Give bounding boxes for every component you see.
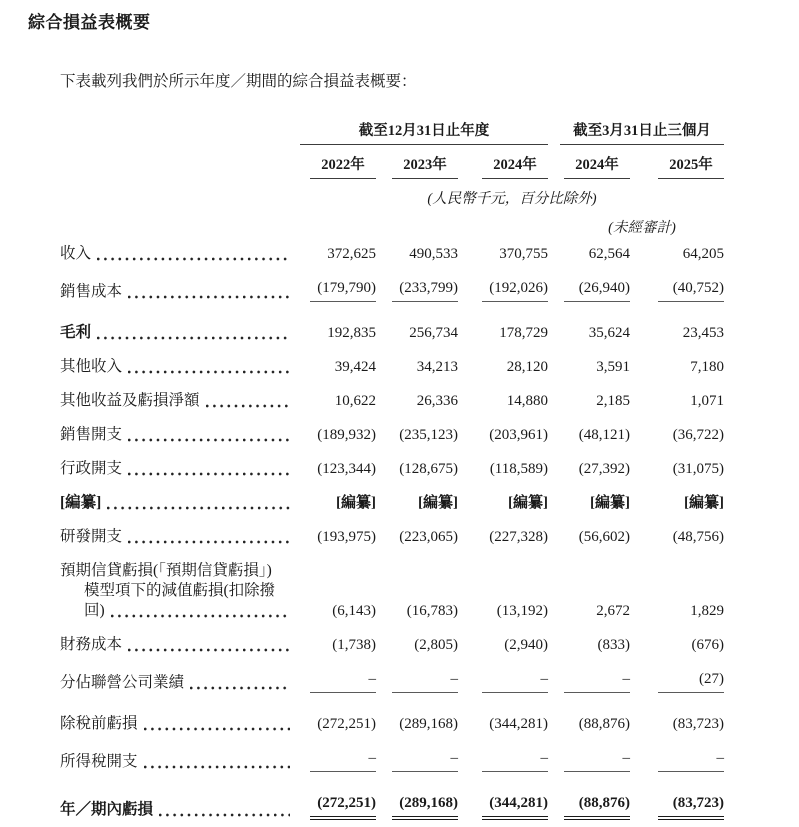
group-header-row [60,115,724,145]
row-label: 模型項下的減值虧損(扣除撥 [84,582,276,599]
value-cell [630,486,724,520]
value: 26,336 [416,393,458,409]
row-label-line [60,635,300,655]
currency-note-cell [300,179,724,208]
value-cell [630,271,724,309]
value: 490,533 [409,246,458,262]
value-cell [630,452,724,486]
note-row-currency [60,179,724,208]
value: (344,281) [489,716,548,732]
row-label-line [60,323,300,343]
year-header-2025-q1: 2025年 [630,145,724,180]
table-row [60,628,724,662]
gap-cell [548,350,560,384]
leader-dots [190,677,290,692]
value: (235,123) [399,427,458,443]
value: 178,729 [499,325,548,341]
value: (83,723) [658,793,724,820]
value: – [310,748,376,772]
value-cell [560,628,630,662]
row-label-line [60,282,300,302]
value: – [482,669,548,693]
value-cell [630,309,724,350]
value: 14,880 [506,393,548,409]
row-label-cell [60,237,300,271]
row-label-line [60,244,300,264]
value-cell [300,350,376,384]
value-cell [458,520,548,554]
row-label: 毛利 [60,324,92,341]
value: (31,075) [672,461,724,477]
value-cell [458,384,548,418]
value: (676) [691,637,724,653]
table-row [60,779,724,827]
empty-cell [60,115,300,145]
row-label: 所得稅開支 [60,753,138,770]
row-label-line [60,752,300,772]
value: (272,251) [317,716,376,732]
value-cell [300,662,376,700]
leader-dots [144,756,290,771]
period-group-quarterly-label: 截至3月31日止三個月 [573,123,711,139]
row-label-cell [60,628,300,662]
value: (2,805) [414,637,458,653]
table-row [60,237,724,271]
leader-dots [128,429,290,444]
table-row [60,452,724,486]
row-label-line [60,601,300,621]
row-label-cell [60,271,300,309]
gap-cell [548,779,560,827]
row-label: 財務成本 [60,636,123,653]
value-cell [300,418,376,452]
year-header-row [60,145,724,180]
leader-dots [128,463,290,478]
period-group-quarterly [560,115,724,145]
value: (344,281) [482,793,548,820]
row-label-line [60,357,300,377]
row-label-cell [60,350,300,384]
gap-cell [548,208,560,237]
income-statement-table [60,115,724,827]
gap-cell [548,237,560,271]
value-cell [300,628,376,662]
value-cell [560,237,630,271]
value: 28,120 [506,359,548,375]
row-label: 預期信貸虧損(「預期信貸虧損」) [60,562,272,579]
gap-cell [548,486,560,520]
value-cell [458,309,548,350]
value: – [482,748,548,772]
row-label: 收入 [60,245,92,262]
value: [編纂] [590,495,630,511]
value-cell [560,741,630,779]
value: (88,876) [564,793,630,820]
value-cell [630,350,724,384]
value-cell [376,779,458,827]
note-row-unaudited [60,208,724,237]
row-label-cell [60,520,300,554]
table-row [60,271,724,309]
value: (289,168) [399,716,458,732]
value-cell [376,520,458,554]
empty-cell [60,145,300,180]
value: (179,790) [310,278,376,302]
intro-text: 下表載列我們於所示年度／期間的綜合損益表概要： [60,73,417,90]
value-cell [458,741,548,779]
value-cell [560,520,630,554]
table-row [60,741,724,779]
value-cell [300,271,376,309]
value-cell [458,271,548,309]
row-label: 行政開支 [60,460,123,477]
value-cell [458,418,548,452]
value: – [658,748,724,772]
value: (123,344) [317,461,376,477]
gap-cell [548,145,560,180]
leader-dots [206,395,290,410]
value: (83,723) [672,716,724,732]
value: – [564,748,630,772]
value: (6,143) [332,603,376,619]
value: (27) [658,669,724,693]
table-row [60,384,724,418]
gap-cell [548,309,560,350]
value-cell [560,350,630,384]
row-label-line [60,527,300,547]
section-title: 綜合損益表概要 [28,13,151,32]
row-label-cell [60,700,300,741]
value-cell [458,486,548,520]
leader-dots [111,605,290,620]
row-label-cell [60,418,300,452]
year-header-2022: 2022年 [300,145,376,180]
value: (1,738) [332,637,376,653]
value-cell [300,486,376,520]
value-cell [376,700,458,741]
row-label-line [60,800,300,820]
row-label-cell [60,486,300,520]
row-label: 研發開支 [60,528,123,545]
empty-cell [60,208,300,237]
year-header-2023: 2023年 [376,145,458,180]
value: (2,940) [504,637,548,653]
value-cell [376,452,458,486]
value: [編纂] [418,495,458,511]
row-label-cell [60,452,300,486]
table-row [60,486,724,520]
empty-cell [300,208,548,237]
value: 256,734 [409,325,458,341]
row-label: 回) [84,602,105,619]
value: (833) [597,637,630,653]
row-label-cell [60,741,300,779]
row-label-cell [60,662,300,700]
gap-cell [548,384,560,418]
value-cell [630,554,724,628]
value-cell [300,452,376,486]
row-label-cell [60,309,300,350]
value-cell [560,384,630,418]
leader-dots [128,531,290,546]
leader-dots [128,361,290,376]
row-label-line [60,493,300,513]
value: 62,564 [588,246,630,262]
value: 23,453 [682,325,724,341]
year-header-2024-q1: 2024年 [560,145,630,180]
table-row [60,700,724,741]
leader-dots [144,718,290,733]
value: 64,205 [682,246,724,262]
value: (40,752) [658,278,724,302]
table-body [60,237,724,827]
gap-cell [548,115,560,145]
value: – [310,669,376,693]
value: – [564,669,630,693]
row-label: 其他收入 [60,358,123,375]
value: 7,180 [690,359,724,375]
value: (48,121) [578,427,630,443]
value-cell [458,237,548,271]
value-cell [300,309,376,350]
value-cell [300,520,376,554]
row-label: 分佔聯營公司業績 [60,674,185,691]
row-label-line [60,561,300,581]
leader-dots [107,497,290,512]
value-cell [458,779,548,827]
row-label-line [60,714,300,734]
value: (16,783) [406,603,458,619]
value: 372,625 [327,246,376,262]
row-label: 其他收益及虧損淨額 [60,392,200,409]
value: [編纂] [336,495,376,511]
value-cell [458,700,548,741]
value-cell [560,662,630,700]
value: (128,675) [399,461,458,477]
value: (227,328) [489,529,548,545]
table-row [60,418,724,452]
gap-cell [548,452,560,486]
unaudited-note-cell [560,208,724,237]
value: (272,251) [310,793,376,820]
value: 39,424 [334,359,376,375]
value-cell [300,741,376,779]
value: 370,755 [499,246,548,262]
value-cell [376,350,458,384]
value: [編纂] [508,495,548,511]
value: – [392,669,458,693]
table-row [60,554,724,628]
value: (36,722) [672,427,724,443]
leader-dots [128,286,290,301]
value: (56,602) [578,529,630,545]
value-cell [560,554,630,628]
value: 2,185 [596,393,630,409]
value-cell [630,418,724,452]
value-cell [560,271,630,309]
row-label-cell [60,779,300,827]
value-cell [630,700,724,741]
row-label: 銷售開支 [60,426,123,443]
value: 2,672 [596,603,630,619]
row-label: 除稅前虧損 [60,715,138,732]
value-cell [300,779,376,827]
value-cell [560,309,630,350]
value: 1,829 [690,603,724,619]
value-cell [630,662,724,700]
period-group-annual [300,115,548,145]
value-cell [300,384,376,418]
value-cell [376,628,458,662]
value: [編纂] [684,495,724,511]
value: (13,192) [496,603,548,619]
gap-cell [548,520,560,554]
value-cell [458,628,548,662]
row-label-cell [60,554,300,628]
value-cell [560,779,630,827]
leader-dots [97,327,290,342]
value: (26,940) [564,278,630,302]
year-header-2024: 2024年 [458,145,548,180]
value: (118,589) [489,461,548,477]
gap-cell [548,700,560,741]
leader-dots [128,639,290,654]
value-cell [560,452,630,486]
value: 10,622 [334,393,376,409]
row-label-line [60,581,300,601]
value-cell [630,741,724,779]
value: – [392,748,458,772]
table-head [60,115,724,237]
value: (233,799) [392,278,458,302]
value-cell [376,662,458,700]
value: (193,975) [317,529,376,545]
leader-dots [97,248,290,263]
row-label: 銷售成本 [60,283,123,300]
table-row [60,520,724,554]
gap-cell [548,418,560,452]
value: (88,876) [578,716,630,732]
gap-cell [548,554,560,628]
value-cell [630,628,724,662]
row-label: [編纂] [60,494,102,511]
value-cell [376,271,458,309]
value-cell [376,309,458,350]
value: (223,065) [399,529,458,545]
value-cell [376,237,458,271]
value-cell [376,384,458,418]
row-label: 年／期內虧損 [60,801,154,818]
value: (48,756) [672,529,724,545]
value-cell [630,520,724,554]
value: (27,392) [578,461,630,477]
value: (192,026) [482,278,548,302]
value: 3,591 [596,359,630,375]
value: 1,071 [690,393,724,409]
value-cell [458,554,548,628]
value: (203,961) [489,427,548,443]
value-cell [376,554,458,628]
leader-dots [159,804,290,819]
value-cell [376,741,458,779]
row-label-line [60,459,300,479]
value-cell [458,662,548,700]
value-cell [630,384,724,418]
value-cell [300,554,376,628]
value-cell [630,779,724,827]
row-label-line [60,391,300,411]
value-cell [376,486,458,520]
row-label-line [60,673,300,693]
empty-cell [60,179,300,208]
value-cell [560,486,630,520]
value-cell [458,350,548,384]
value-cell [376,418,458,452]
gap-cell [548,628,560,662]
value: 192,835 [327,325,376,341]
value: (189,932) [317,427,376,443]
unaudited-note: (未經審計) [608,220,676,236]
table-row [60,662,724,700]
value: 35,624 [588,325,630,341]
currency-note: (人民幣千元，百分比除外) [427,191,597,207]
gap-cell [548,271,560,309]
row-label-cell [60,384,300,418]
value: (289,168) [392,793,458,820]
value-cell [560,418,630,452]
value-cell [560,700,630,741]
value-cell [300,237,376,271]
gap-cell [548,741,560,779]
table-row [60,350,724,384]
value-cell [630,237,724,271]
row-label-line [60,425,300,445]
gap-cell [548,662,560,700]
value-cell [458,452,548,486]
period-group-annual-label: 截至12月31日止年度 [358,123,490,139]
table-row [60,309,724,350]
value-cell [300,700,376,741]
value: 34,213 [416,359,458,375]
